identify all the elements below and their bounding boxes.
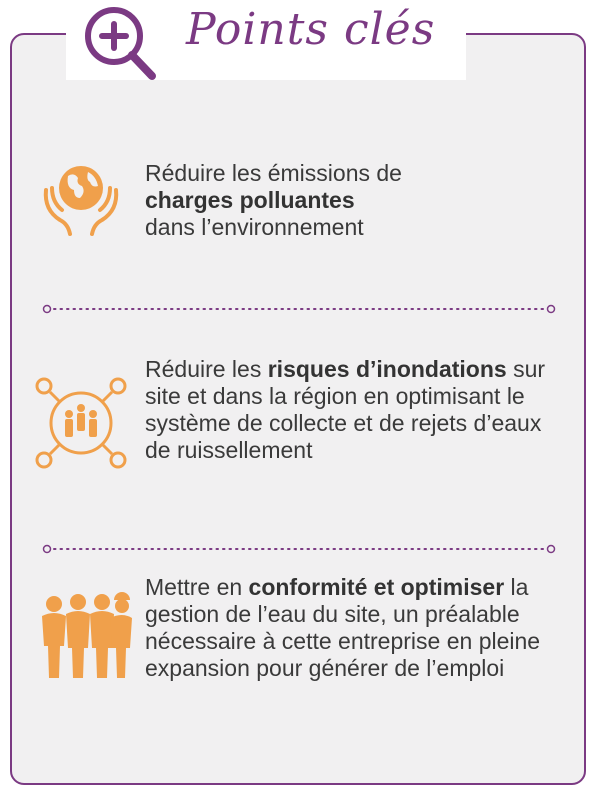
item-text: Mettre en (145, 574, 249, 600)
list-item-pollution (145, 160, 565, 241)
item-bold-text: risques d’inondations (267, 356, 507, 382)
network-people-icon (34, 376, 128, 470)
dotted-divider (42, 304, 556, 314)
list-item-flood-risk (145, 356, 565, 464)
magnifier-plus-icon (78, 2, 164, 88)
dotted-divider (42, 544, 556, 554)
item-bold-text: conformité et optimiser (248, 574, 505, 600)
item-text: dans l’environnement (145, 214, 364, 240)
globe-hands-icon (38, 158, 124, 240)
item-text: sur site et dans la région en optimisant le système de collecte et de rejets d’eaux de ruissellement (145, 356, 546, 463)
list-item-compliance (145, 574, 565, 682)
item-text: Réduire les (145, 356, 268, 382)
page-title: Points clés (186, 4, 436, 55)
item-bold-text: charges polluantes (145, 187, 355, 213)
workers-group-icon (38, 590, 132, 680)
item-text: la gestion de l’eau du site, un préalable nécessaire à cette entreprise en pleine expansion pour générer de l’emploi (145, 574, 541, 681)
item-text: Réduire les émissions de (145, 160, 402, 186)
